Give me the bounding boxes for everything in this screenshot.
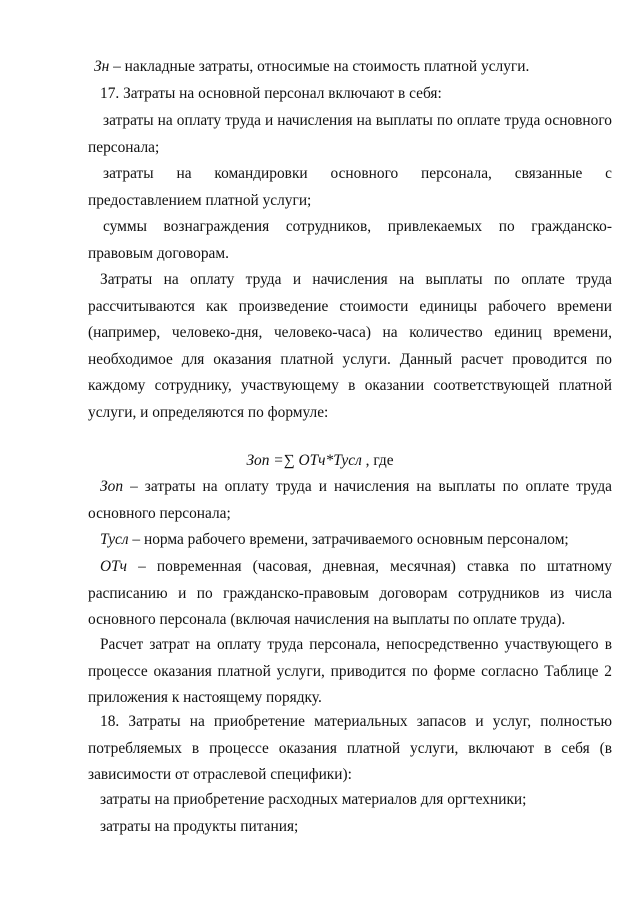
- paragraph-overhead-costs: [88, 54, 612, 81]
- term-zop: Зоп: [100, 478, 124, 495]
- paragraph-text: – затраты на оплату труда и начисления на выплаты по оплате труда основного персонала;: [88, 478, 612, 522]
- paragraph-remuneration-item: суммы вознаграждения сотрудников, привлекаемых по гражданско-правовым договорам.: [88, 218, 612, 262]
- term-otch: ОТч: [100, 558, 128, 575]
- formula-expression: Зоп =∑ ОТч*Тусл: [246, 452, 362, 469]
- paragraph-consumables-item: затраты на приобретение расходных материалов для оргтехники;: [100, 791, 527, 808]
- formula: [0, 448, 640, 474]
- paragraph-otch-definition: [88, 554, 612, 634]
- paragraph-calculation-method: Затраты на оплату труда и начисления на выплаты по оплате труда рассчитываются как произведение стоимости единицы рабочего времени (например, человеко-дня, человеко-часа) на количество единиц времени, необходимое для оказания платной услуги. Данный расчет проводится по каждому сотруднику, участвующему в оказании соответствующей платной услуги, и определяются по формуле:: [88, 271, 612, 421]
- paragraph-labor-costs-item: затраты на оплату труда и начисления на выплаты по оплате труда основного персонала;: [88, 112, 612, 156]
- paragraph-text: – повременная (часовая, дневная, месячная) ставка по штатному расписанию и по гражданско-правовым договорам сотрудников из числа основного персонала (включая начисления на выплаты по оплате труда).: [88, 558, 612, 628]
- formula-suffix: , где: [361, 452, 394, 469]
- paragraph-food-item: затраты на продукты питания;: [100, 818, 299, 835]
- term-zn: Зн: [94, 58, 110, 75]
- paragraph-zop-definition: [88, 474, 612, 527]
- term-tusl: Тусл: [100, 531, 129, 548]
- paragraph-text: – накладные затраты, относимые на стоимость платной услуги.: [109, 58, 530, 75]
- paragraph-table-2-reference: Расчет затрат на оплату труда персонала, непосредственно участвующего в процессе оказания платной услуги, приводится по форме согласно Таблице 2 приложения к настоящему порядку.: [88, 636, 612, 706]
- paragraph-travel-costs-item: затраты на командировки основного персонала, связанные с предоставлением платной услуги;: [88, 165, 612, 209]
- paragraph-17: 17. Затраты на основной персонал включают в себя:: [100, 85, 442, 102]
- paragraph-tusl-definition: [88, 527, 612, 554]
- paragraph-18: 18. Затраты на приобретение материальных запасов и услуг, полностью потребляемых в процессе оказания платной услуги, включают в себя (в зависимости от отраслевой специфики):: [88, 713, 612, 783]
- paragraph-text: – норма рабочего времени, затрачиваемого основным персоналом;: [128, 531, 569, 548]
